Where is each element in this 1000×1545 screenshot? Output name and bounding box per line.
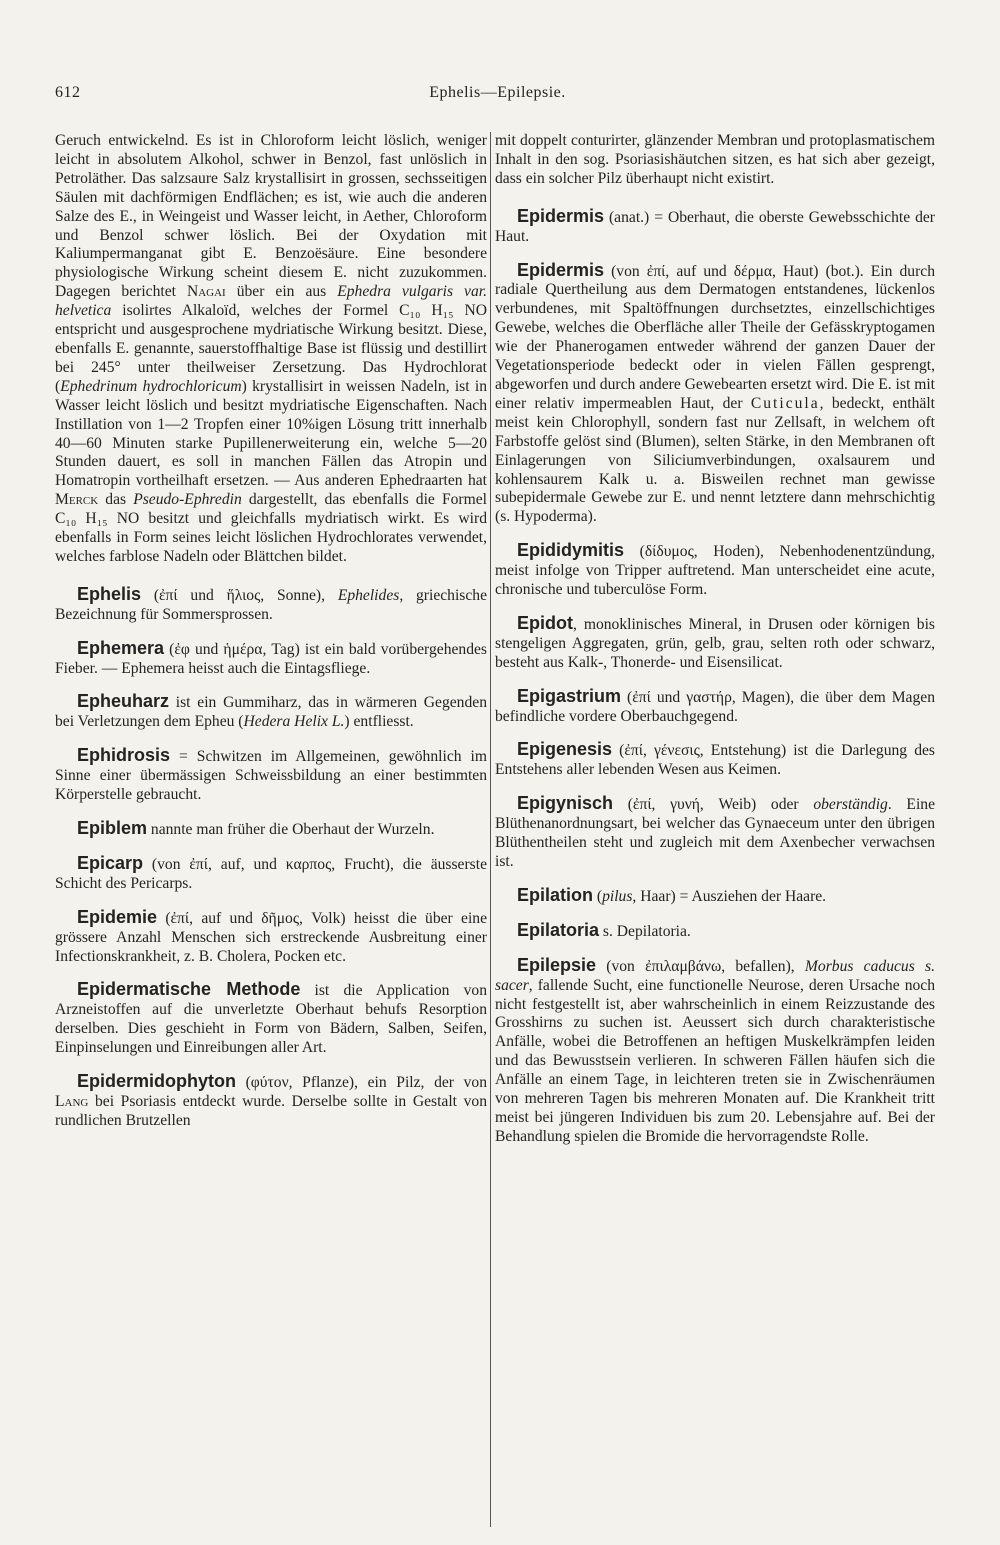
dictionary-entry xyxy=(495,207,935,247)
dictionary-entry xyxy=(495,956,935,1147)
column-divider xyxy=(490,132,491,1527)
body-text: das xyxy=(98,491,134,509)
body-text: , Haar) = Ausziehen der Haare. xyxy=(632,887,827,905)
entry-headword: Epidermis xyxy=(517,205,605,226)
body-text: (von ἐπιλαμβάνω, befallen), xyxy=(596,957,805,975)
entry-headword: Epidermis xyxy=(517,259,605,280)
dictionary-entry xyxy=(495,740,935,780)
dictionary-entry xyxy=(495,261,935,528)
body-text: (anat.) = Oberhaut, die oberste Gewebsschichte der Haut. xyxy=(495,208,935,245)
italic-text: Hedera Helix L. xyxy=(243,713,345,731)
dictionary-entry xyxy=(495,541,935,600)
body-text: ) entfliesst. xyxy=(344,713,414,731)
body-text: = Schwitzen im Allgemeinen, gewöhnlich im Sinne einer übermässigen Schweissbildung an einer bestimmten Körperstelle gebraucht. xyxy=(55,748,487,804)
body-text: ist die Application von Arzneistoffen auf die unverletzte Oberhaut behufs Resorption derselben. Dies geschieht in Form von Bädern, Salben, Seifen, Einpinselungen und Einreibungen aller Art. xyxy=(55,982,488,1057)
body-text: nannte man früher die Oberhaut der Wurzeln. xyxy=(147,821,435,838)
body-text: , bedeckt, enthält meist kein Chlorophyll, sondern fast nur Zellsaft, in welchem oft Farbstoffe gelöst sind (Blumen), selten Stärke, in den Membranen oft Einlagerungen von Siliciumverbindungen, oxalsaurem und kohlensaurem Kalk u. a. Bisweilen rechnet man gewisse subepidermale Gewebe zur E. und nennt letztere dann mehrschichtig (s. Hypoderma). xyxy=(495,394,935,526)
body-text: ist ein Gummiharz, das in wärmeren Gegenden bei Verletzungen dem Epheu ( xyxy=(55,694,487,731)
body-text: ( xyxy=(593,887,603,905)
page-number: 612 xyxy=(55,84,81,101)
body-text: , fallende Sucht, eine functionelle Neurose, deren Ursache noch nicht festgestellt ist, aber wahrscheinlich in einem Reizzustande des Grosshirns zu suchen ist. Aeussert sich durch charakteristische Anfälle, wobei die Betroffenen an heftigen Muskelkrämpfen leiden und das Bewusstsein verlieren. In schweren Fällen häufen sich die Anfälle an einem Tage, in leichteren treten sie in Zwischenräumen von mehreren Tagen bis mehreren Monaten auf. Die Krankheit tritt meist bei jüngeren Individuen bis zum 20. Lebensjahre auf. Bei der Behandlung spielen die Bromide die hervorragendste Rolle. xyxy=(495,976,935,1145)
entry-headword: Epigynisch xyxy=(517,793,614,814)
italic-text: Pseudo-Ephredin xyxy=(133,491,242,509)
entry-headword: Epheuharz xyxy=(77,691,170,712)
entry-headword: Epigenesis xyxy=(517,739,613,760)
entry-headword: Epidot xyxy=(517,612,573,633)
entry-headword: Epidermidophyton xyxy=(77,1071,236,1092)
body-text: ) krystallisirt in weissen Nadeln, ist in Wasser leicht löslich und besitzt mydriatische Eigenschaften. Nach Instillation von 1—2 Tropfen einer 10%igen Lösung tritt innerhalb 40—60 Minuten starke Pupillenerweiterung ein, welche 5—20 Stunden dauert, es soll in manchen Fällen das Atropin und Homatropin vortheilhaft ersetzen. — Aus anderen Ephedraarten hat xyxy=(55,377,487,490)
body-text: (ἐπί und γαστήρ, Magen), die über dem Magen befindliche vordere Oberbauchgegend. xyxy=(495,688,935,725)
body-text: (φύτον, Pflanze), ein Pilz, der von xyxy=(236,1074,487,1092)
italic-text: pilus xyxy=(602,887,633,905)
body-text: bei Psoriasis entdeckt wurde. Derselbe sollte in Gestalt von rundlichen Brutzellen xyxy=(55,1092,487,1129)
body-text: (ἐπί und ἥλιος, Sonne), xyxy=(141,586,338,604)
entry-headword: Epidemie xyxy=(77,906,158,927)
running-title: Ephelis—Epilepsie. xyxy=(429,84,566,101)
body-text: Geruch entwickelnd. Es ist in Chloroform leicht löslich, weniger leicht in absolutem Alkohol, schwer in Benzol, fast unlöslich in Petroläther. Das salzsaure Salz krystallisirt in grossen, sechsseitigen Säulen mit dachförmigen Endflächen; es ist, wie auch die anderen Salze des E., in Weingeist und Wasser leicht, in Aether, Chloroform und Benzol schwer löslich. Bei der Oxydation mit Kaliumpermanganat gibt E. Benzoësäure. Eine besondere physiologische Wirkung scheint diesem E. nicht zuzukommen. Dagegen berichtet xyxy=(55,132,487,301)
dictionary-entry xyxy=(55,819,487,840)
body-text: . Eine Blüthenanordnungsart, bei welcher das Gynaeceum unter den übrigen Blüthentheilen steht und zugleich mit dem Axenbecher verwachsen ist. xyxy=(495,796,935,870)
body-text: (von ἐπί, auf und δέρμα, Haut) (bot.). Ein durch radiale Quertheilung aus dem Dermatogen entstandenes, lückenlos verbundenes, mit Spaltöffnungen durchsetztes, einzellschichtiges Gewebe, welches die Oberfläche aller Theile der Gefässkryptogamen wie der Phanerogamen entweder während der ganzen Dauer der Vegetationsperiode bedeckt oder in vielen Fällen gesprengt, abgeworfen und durch andere Gewebearten ersetzt wird. Die E. ist mit einer relativ impermeablen Haut, der xyxy=(495,262,935,412)
dictionary-entry xyxy=(495,614,935,673)
body-text: (ἐπί, γένεσις, Entstehung) ist die Darlegung des Entstehens aller lebenden Wesen aus Keimen. xyxy=(495,742,935,779)
body-text: (von ἐπί, auf, und καρπος, Frucht), die äusserste Schicht des Pericarps. xyxy=(55,855,487,892)
continuation-paragraph xyxy=(495,132,935,189)
italic-text: oberständig xyxy=(813,796,888,814)
author-name: Lang xyxy=(55,1092,89,1110)
dictionary-entry xyxy=(55,639,487,679)
entry-headword: Ephelis xyxy=(77,583,142,604)
entry-headword: Epiblem xyxy=(77,818,148,838)
right-column xyxy=(495,132,935,1161)
dictionary-entry xyxy=(55,746,487,805)
author-name: Merck xyxy=(55,491,99,509)
page-header xyxy=(55,84,940,108)
body-text: isolirtes Alkaloïd, welches der Formel C₁₀ H₁₅ NO entspricht und ausgesprochene mydriatische Wirkung besitzt. Diese, ebenfalls E. genannte, sauerstoffhaltige Base ist flüssig und destillirt bei 245° unter theilweiser Zersetzung. Das Hydrochlorat ( xyxy=(55,302,487,395)
entry-headword: Epigastrium xyxy=(517,685,622,706)
dictionary-entry xyxy=(495,886,935,907)
entry-headword: Epilation xyxy=(517,884,593,905)
entry-headword: Epilepsie xyxy=(517,954,597,975)
dictionary-entry xyxy=(55,585,487,625)
body-text: , griechische Bezeichnung für Sommersprossen. xyxy=(55,586,487,623)
entry-headword: Epicarp xyxy=(77,852,144,873)
body-text: (δίδυμος, Hoden), Nebenhodenentzündung, meist infolge von Tripper auftretend. Man unterscheidet eine acute, chronische und tuberculöse Form. xyxy=(495,543,935,599)
body-text: (ἐπί, γυνή, Weib) oder xyxy=(613,796,814,814)
italic-text: Morbus caducus s. sacer xyxy=(495,957,935,994)
dictionary-entry xyxy=(495,794,935,872)
author-name: Nagai xyxy=(186,283,226,301)
body-text: s. Depilatoria. xyxy=(599,922,691,940)
body-text: (ἐπί, auf und δῆμος, Volk) heisst die über eine grössere Anzahl Menschen sich erstreckende Ausbreitung einer Infectionskrankheit, z. B. Cholera, Pocken etc. xyxy=(55,909,487,965)
entry-headword: Epididymitis xyxy=(517,540,625,561)
body-text: über ein aus xyxy=(225,283,338,301)
entry-headword: Epidermatische Methode xyxy=(77,979,301,1000)
body-text: mit doppelt conturirter, glänzender Membran und protoplasmatischem Inhalt in den sog. Psoriasishäutchen sitzen, es hat sich aber gezeigt, dass ein solcher Pilz überhaupt nicht existirt. xyxy=(495,132,935,187)
italic-text: Ephedrinum hydrochloricum xyxy=(60,377,242,395)
dictionary-entry xyxy=(55,854,487,894)
dictionary-entry xyxy=(55,692,487,732)
dictionary-entry xyxy=(495,687,935,727)
body-text: , monoklinisches Mineral, in Drusen oder körnigen bis stengeligen Aggregaten, grün, gelb, grau, selten roth oder schwarz, besteht aus Kalk-, Thonerde- und Eisensilicat. xyxy=(495,615,935,671)
entry-headword: Ephidrosis xyxy=(77,745,171,766)
dictionary-entry xyxy=(55,1072,487,1131)
dictionary-entry xyxy=(495,921,935,942)
spaced-term: Cuticula xyxy=(750,394,820,412)
italic-text: Ephedra vulgaris var. helvetica xyxy=(55,283,487,320)
body-text: dargestellt, das ebenfalls die Formel C₁₀ H₁₅ NO besitzt und gleichfalls mydriatisch wirkt. Es wird ebenfalls in Form seines leicht löslichen Hydrochlorates verwendet, welches farblose Nadeln oder Blättchen bildet. xyxy=(55,491,487,565)
entry-headword: Ephemera xyxy=(77,637,165,658)
body-text: (ἐφ und ἡμέρα, Tag) ist ein bald vorübergehendes Fieber. — Ephemera heisst auch die Eintagsfliege. xyxy=(55,640,487,677)
italic-text: Ephelides xyxy=(337,586,400,604)
continuation-paragraph xyxy=(55,132,487,567)
left-column xyxy=(55,132,487,1145)
entry-headword: Epilatoria xyxy=(517,919,600,940)
dictionary-entry xyxy=(55,908,487,967)
dictionary-entry xyxy=(55,980,487,1058)
